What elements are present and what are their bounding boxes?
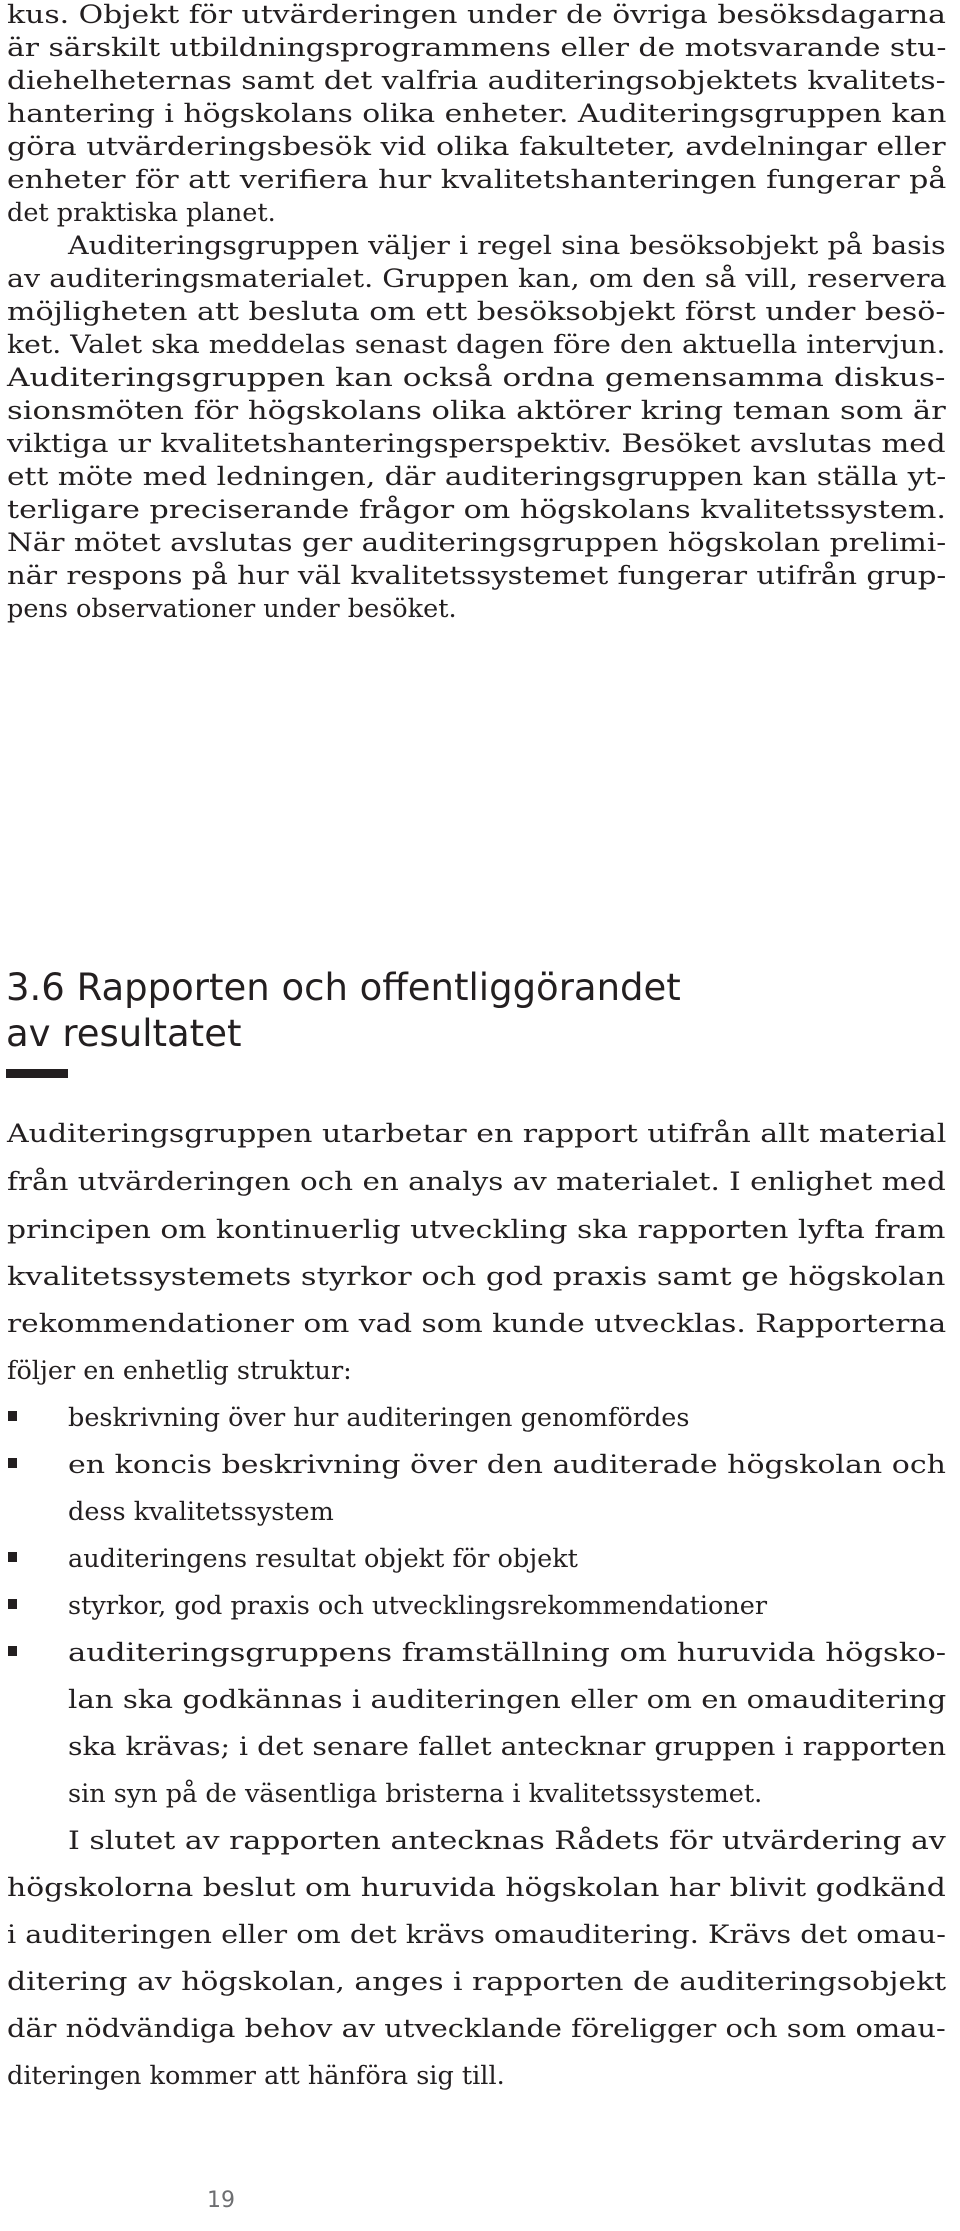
list-item-text: sin syn på de väsentliga bristerna i kvalitetssystemet.: [68, 1779, 763, 1809]
list-item-text: dess kvalitetssystem: [68, 1497, 334, 1527]
text-line: göra utvärderingsbesök vid olika fakulteter, avdelningar eller: [7, 132, 946, 162]
section-heading-line-1: 3.6 Rapporten och offentliggörandet: [6, 966, 681, 1009]
text-line: ditering av högskolan, anges i rapporten de auditeringsobjekt: [7, 1967, 947, 1997]
list-item-text: beskrivning över hur auditeringen genomfördes: [68, 1403, 690, 1433]
text-line: hantering i högskolans olika enheter. Auditeringsgruppen kan: [7, 99, 947, 129]
text-line: följer en enhetlig struktur:: [7, 1356, 352, 1386]
text-line: i auditeringen eller om det krävs omauditering. Krävs det omau-: [7, 1920, 946, 1950]
text-line: principen om kontinuerlig utveckling ska rapporten lyfta fram: [7, 1215, 946, 1245]
list-item-text: en koncis beskrivning över den auditerade högskolan och: [68, 1450, 946, 1480]
text-line: ett möte med ledningen, där auditeringsgruppen kan ställa yt-: [7, 462, 947, 492]
heading-underline-rule: [6, 1069, 68, 1078]
text-line: enheter för att verifiera hur kvalitetshanteringen fungerar på: [7, 165, 947, 195]
text-line: viktiga ur kvalitetshanteringsperspektiv. Besöket avslutas med: [7, 429, 946, 459]
text-line: av auditeringsmaterialet. Gruppen kan, om den så vill, reservera: [7, 264, 947, 294]
bullet-square-icon: [8, 1552, 17, 1562]
list-item-text: styrkor, god praxis och utvecklingsrekommendationer: [68, 1591, 768, 1621]
text-line: terligare preciserande frågor om högskolans kvalitetssystem.: [7, 495, 946, 525]
text-line: rekommendationer om vad som kunde utvecklas. Rapporterna: [7, 1309, 947, 1339]
list-item-text: lan ska godkännas i auditeringen eller om en omauditering: [68, 1685, 947, 1715]
text-line: kus. Objekt för utvärderingen under de övriga besöksdagarna: [7, 0, 946, 30]
bullet-square-icon: [8, 1599, 17, 1609]
text-line: när respons på hur väl kvalitetssystemet fungerar utifrån grup-: [7, 561, 947, 591]
list-item-text: auditeringsgruppens framställning om huruvida högsko-: [68, 1638, 947, 1668]
bullet-square-icon: [8, 1411, 17, 1421]
text-line: högskolorna beslut om huruvida högskolan har blivit godkänd: [7, 1873, 946, 1903]
list-item-text: auditeringens resultat objekt för objekt: [68, 1544, 578, 1574]
text-line: kvalitetssystemets styrkor och god praxis samt ge högskolan: [7, 1262, 946, 1292]
bullet-square-icon: [8, 1458, 17, 1468]
text-line: diehelheternas samt det valfria auditeringsobjektets kvalitets-: [7, 66, 946, 96]
page-number: 19: [207, 2188, 235, 2213]
text-line: När mötet avslutas ger auditeringsgruppen högskolan prelimi-: [7, 528, 947, 558]
text-line-indented: Auditeringsgruppen väljer i regel sina besöksobjekt på basis: [68, 231, 946, 261]
text-line: där nödvändiga behov av utvecklande föreligger och som omau-: [7, 2014, 946, 2044]
text-line: ket. Valet ska meddelas senast dagen före den aktuella intervjun.: [7, 330, 946, 360]
text-line: är särskilt utbildningsprogrammens eller de motsvarande stu-: [7, 33, 947, 63]
text-line: pens observationer under besöket.: [7, 594, 457, 624]
text-line: det praktiska planet.: [7, 198, 276, 228]
list-item-text: ska krävas; i det senare fallet antecknar gruppen i rapporten: [68, 1732, 947, 1762]
text-line: Auditeringsgruppen kan också ordna gemensamma diskus-: [7, 363, 946, 393]
section-heading-line-2: av resultatet: [6, 1012, 242, 1055]
text-line: sionsmöten för högskolans olika aktörer kring teman som är: [7, 396, 946, 426]
text-line: möjligheten att besluta om ett besöksobjekt först under besö-: [7, 297, 946, 327]
text-line-indented: I slutet av rapporten antecknas Rådets för utvärdering av: [68, 1826, 946, 1856]
text-line: från utvärderingen och en analys av materialet. I enlighet med: [7, 1167, 946, 1197]
bullet-square-icon: [8, 1646, 17, 1656]
text-line: Auditeringsgruppen utarbetar en rapport utifrån allt material: [7, 1119, 947, 1149]
text-line: diteringen kommer att hänföra sig till.: [7, 2061, 505, 2091]
